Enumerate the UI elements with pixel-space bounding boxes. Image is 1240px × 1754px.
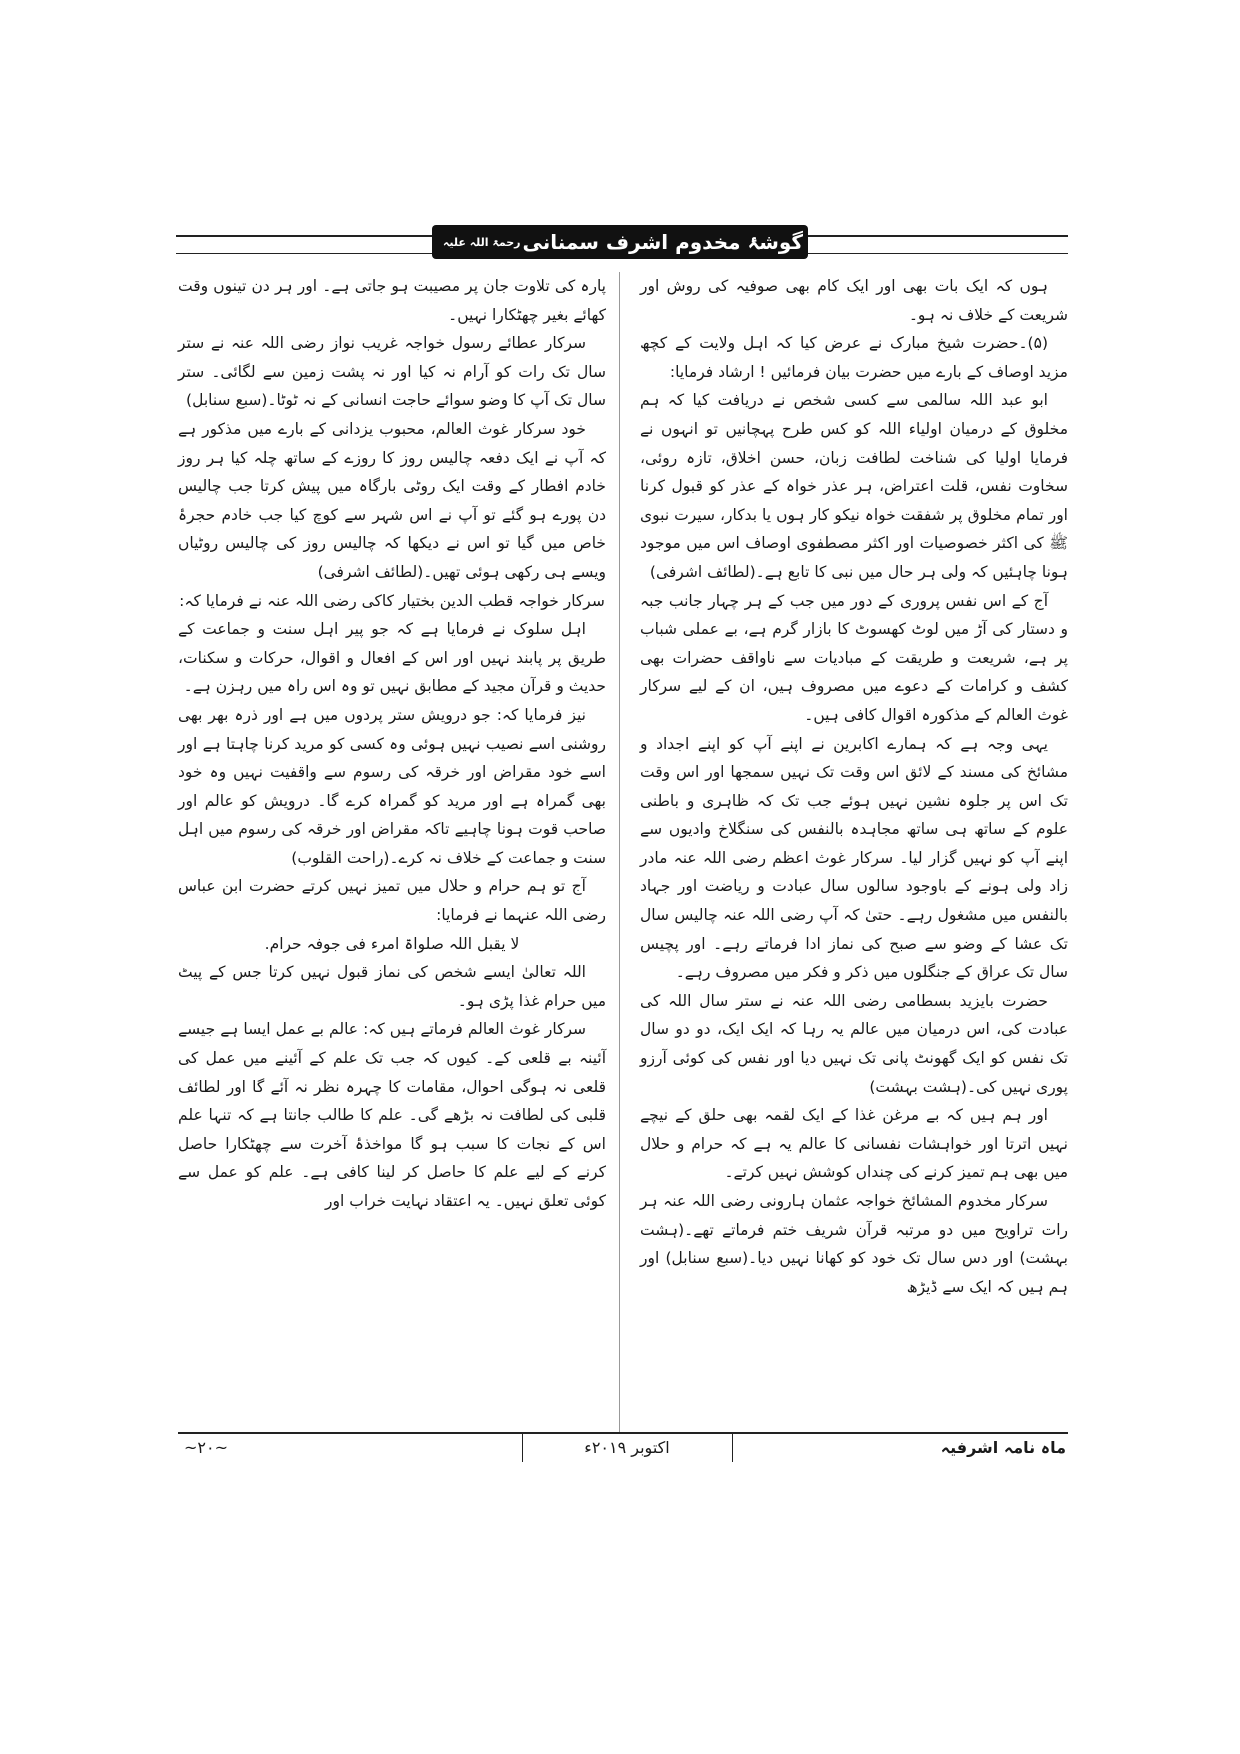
paragraph: پارہ کی تلاوت جان پر مصیبت ہو جاتی ہے۔ اور ہر دن تینوں وقت کھائے بغیر چھٹکارا نہیں۔ bbox=[178, 277, 606, 324]
section-title-text: گوشۂ مخدوم اشرف سمنانی bbox=[522, 230, 804, 254]
paragraph: یہی وجہ ہے کہ ہمارے اکابرین نے اپنے آپ کو اپنے اجداد و مشائخ کی مسند کے لائق اس وقت تک نہیں سمجھا اور اس وقت تک اس پر جلوہ نشین نہیں ہوئے جب تک کہ ظاہری و باطنی علوم کے ساتھ ہی ساتھ مجاہدہ بالنفس کی سنگلاخ وادیوں سے اپنے آپ کو نہیں گزار لیا۔ سرکار غوث اعظم رضی اللہ عنہ مادر زاد ولی ہونے کے باوجود سالوں سال عبادت و ریاضت اور جہاد بالنفس میں مشغول رہے۔ حتیٰ کہ آپ رضی اللہ عنہ چالیس سال تک عشا کے وضو سے صبح کی نماز ادا فرماتے رہے۔ اور پچیس سال تک عراق کے جنگلوں میں ذکر و فکر میں مصروف رہے۔ bbox=[640, 734, 1068, 982]
paragraph: نیز فرمایا کہ: جو درویش ستر پردوں میں ہے اور ذرہ بھر بھی روشنی اسے نصیب نہیں ہوئی وہ کسی کو مرید کرنا چاہتا ہے اور اسے خود مقراض اور خرقہ کی رسوم سے واقفیت نہیں وہ خود بھی گمراہ ہے اور مرید کو گمراہ کرے گا۔ درویش کو عالم اور صاحب قوت ہونا چاہیے تاکہ مقراض اور خرقہ کی رسوم میں اہل سنت و جماعت کے خلاف نہ کرے۔(راحت القلوب) bbox=[178, 705, 606, 867]
paragraph: اہل سلوک نے فرمایا ہے کہ جو پیر اہل سنت و جماعت کے طریق پر پابند نہیں اور اس کے افعال و اقوال، حرکات و سکنات، حدیث و قرآن مجید کے مطابق نہیں تو وہ اس راہ میں رہزن ہے۔ bbox=[178, 620, 606, 696]
paragraph: اور ہم ہیں کہ بے مرغن غذا کے ایک لقمہ بھی حلق کے نیچے نہیں اترتا اور خواہشات نفسانی کا عالم یہ ہے کہ حرام و حلال میں بھی ہم تمیز کرنے کی چنداں کوشش نہیں کرتے۔ bbox=[640, 1106, 1068, 1182]
paragraph: سرکار خواجہ قطب الدین بختیار کاکی رضی اللہ عنہ نے فرمایا کہ: bbox=[179, 591, 605, 610]
text-column-left bbox=[178, 272, 606, 1216]
paragraph: آج تو ہم حرام و حلال میں تمیز نہیں کرتے حضرت ابن عباس رضی اللہ عنہما نے فرمایا: bbox=[178, 877, 606, 925]
paragraph: ابو عبد اللہ سالمی سے کسی شخص نے دریافت کیا کہ ہم مخلوق کے درمیان اولیاء اللہ کو کس طرح پہچانیں تو انہوں نے فرمایا اولیا کی شناخت لطافت زبان، حسن اخلاق، تازہ روئی، سخاوت نفس، قلت اعتراض، ہر عذر خواہ کے عذر کو قبول کرنا اور تمام مخلوق پر شفقت خواہ نیکو کار ہوں یا بدکار، سیرت نبوی ﷺ کی اکثر خصوصیات اور اکثر مصطفوی اوصاف اس میں موجود ہونا چاہئیں کہ ولی ہر حال میں نبی کا تابع ہے۔(لطائف اشرفی) bbox=[640, 391, 1068, 581]
page-footer bbox=[178, 1432, 1068, 1466]
footer-divider bbox=[732, 1434, 733, 1462]
footer-divider bbox=[522, 1434, 523, 1462]
arabic-quote: لا یقبل اللہ صلواۃ امرء فی جوفہ حرام. bbox=[264, 934, 520, 953]
honorific-glyph: رحمۃ اللہ علیہ bbox=[442, 235, 521, 249]
paragraph: آج کے اس نفس پروری کے دور میں جب کے ہر چہار جانب جبہ و دستار کی آڑ میں لوٹ کھسوٹ کا بازار گرم ہے، بے عملی شباب پر ہے، شریعت و طریقت کے مبادیات سے ناواقف حضرات بھی کشف و کرامات کے دعوے میں مصروف ہیں، ان کے لیے سرکار غوث العالم کے مذکورہ اقوال کافی ہیں۔ bbox=[640, 591, 1068, 724]
footer-rule bbox=[178, 1432, 1068, 1434]
paragraph: (۵)۔حضرت شیخ مبارک نے عرض کیا کہ اہل ولایت کے کچھ مزید اوصاف کے بارے میں حضرت بیان فرمائیں ! ارشاد فرمایا: bbox=[640, 334, 1068, 381]
page-number: ~۲۰~ bbox=[184, 1438, 228, 1457]
paragraph: خود سرکار غوث العالم، محبوب یزدانی کے بارے میں مذکور ہے کہ آپ نے ایک دفعہ چالیس روز کا روزے کے ساتھ چلہ کیا ہر روز خادم افطار کے وقت ایک روٹی بارگاہ میں پیش کرتا جب چالیس دن پورے ہو گئے تو آپ نے اس شہر سے کوچ کیا جب خادم حجرۂ خاص میں گیا تو اس نے دیکھا کہ چالیس روز کی چالیس روٹیاں ویسے ہی رکھی ہوئی تھیں۔(لطائف اشرفی) bbox=[178, 419, 606, 581]
column-divider bbox=[619, 272, 620, 1432]
paragraph: سرکار غوث العالم فرماتے ہیں کہ: عالم بے عمل ایسا ہے جیسے آئینہ بے قلعی کے۔ کیوں کہ جب تک علم کے آئینے میں عمل کی قلعی نہ ہوگی احوال، مقامات کا چہرہ نظر نہ آئے گا اور لطائف قلبی کی لطافت نہ بڑھے گی۔ علم کا طالب جانتا ہے کہ تنہا علم اس کے نجات کا سبب ہو گا مواخذۂ آخرت سے چھٹکارا حاصل کرنے کے لیے علم کا حاصل کر لینا کافی ہے۔ علم کو عمل سے کوئی تعلق نہیں۔ یہ اعتقاد نہایت خراب اور bbox=[178, 1020, 606, 1210]
text-column-right bbox=[640, 272, 1068, 1301]
paragraph: سرکار عطائے رسول خواجہ غریب نواز رضی اللہ عنہ نے ستر سال تک رات کو آرام نہ کیا اور نہ پشت زمین سے لگائی۔ ستر سال تک آپ کا وضو سوائے حاجت انسانی کے نہ ٹوٹا۔(سبع سنابل) bbox=[178, 334, 606, 410]
magazine-name: ماہ نامہ اشرفیہ bbox=[940, 1438, 1066, 1457]
paragraph: اللہ تعالیٰ ایسے شخص کی نماز قبول نہیں کرتا جس کے پیٹ میں حرام غذا پڑی ہو۔ bbox=[178, 963, 606, 1010]
paragraph: سرکار مخدوم المشائخ خواجہ عثمان ہارونی رضی اللہ عنہ ہر رات تراویح میں دو مرتبہ قرآن شریف ختم فرماتے تھے۔(ہشت بہشت) اور دس سال تک خود کو کھانا نہیں دیا۔(سبع سنابل) اور ہم ہیں کہ ایک سے ڈیڑھ bbox=[640, 1192, 1068, 1296]
section-title bbox=[432, 225, 808, 259]
section-header bbox=[176, 225, 1068, 261]
paragraph: ہوں کہ ایک بات بھی اور ایک کام بھی صوفیہ کی روش اور شریعت کے خلاف نہ ہو۔ bbox=[640, 277, 1068, 324]
paragraph: حضرت بایزید بسطامی رضی اللہ عنہ نے ستر سال اللہ کی عبادت کی، اس درمیان میں عالم یہ رہا کہ ایک ایک، دو دو سال تک نفس کو ایک گھونٹ پانی تک نہیں دیا اور نفس کی کوئی آرزو پوری نہیں کی۔(ہشت بہشت) bbox=[640, 991, 1068, 1096]
issue-date: اکتوبر ۲۰۱۹ء bbox=[584, 1438, 670, 1457]
